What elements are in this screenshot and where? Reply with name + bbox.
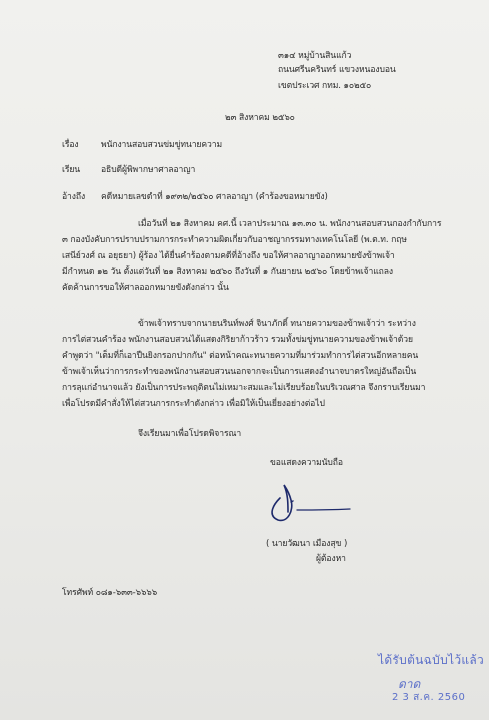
recipient-text: อธิบดีผู้พิพากษาศาลอาญา — [101, 165, 196, 175]
received-stamp-title: ได้รับต้นฉบับไว้แล้ว — [378, 653, 485, 667]
paragraph-1-line: เมื่อวันที่ ๒๑ สิงหาคม คศ.นี้ เวลาประมาณ ๑๓.๓๐ น. พนักงานสอบสวนกองกำกับการ — [138, 219, 442, 229]
received-stamp-initials: ดาด — [398, 677, 421, 691]
sender-address-line-3: เขตประเวศ กทม. ๑๐๒๕๐ — [278, 81, 372, 91]
paragraph-2-line: ข้าพเจ้าทราบจากนายนรินท์พงศ์ จินาภักดิ์ ทนายความของข้าพเจ้าว่า ระหว่าง — [138, 319, 416, 329]
signer-name: ( นายวัฒนา เมืองสุข ) — [266, 539, 348, 549]
handwritten-signature — [258, 480, 358, 530]
letter-date: ๒๓ สิงหาคม ๒๕๖๐ — [225, 113, 295, 123]
paragraph-2-line: การไต่สวนคำร้อง พนักงานสอบสวนได้แสดงกิริยาก้าวร้าว รวมทั้งข่มขู่ทนายความของข้าพเจ้าด้วย — [62, 335, 413, 345]
paragraph-1-line: เสนีย์วงศ์ ณ อยุธยา) ผู้ร้อง ได้ยื่นคำร้องตามคดีที่อ้างถึง ขอให้ศาลอาญาออกหมายขังข้าพเจ้า — [62, 251, 395, 261]
reference-label: อ้างถึง — [62, 192, 86, 202]
signer-role: ผู้ต้องหา — [316, 554, 346, 564]
paragraph-2-line: การลุแก่อำนาจแล้ว ยังเป็นการประพฤติตนไม่เหมาะสมและไม่เรียบร้อยในบริเวณศาล จึงกราบเรียนมา — [62, 383, 426, 393]
paragraph-2-line: เพื่อโปรดมีคำสั่งให้ไต่สวนการกระทำดังกล่าว เพื่อมิให้เป็นเยี่ยงอย่างต่อไป — [62, 399, 325, 409]
paragraph-2-line: คำพูดว่า "เต็มที่ก็เอาปืนยิงกรอกปากกัน" ต่อหน้าคณะทนายความที่มาร่วมทำการไต่สวนอีกหลายคน — [62, 351, 419, 361]
recipient-label: เรียน — [62, 165, 81, 175]
paragraph-1-line: คัดค้านการขอให้ศาลออกหมายขังดังกล่าว นั้น — [62, 283, 229, 293]
subject-text: พนักงานสอบสวนข่มขู่ทนายความ — [101, 140, 223, 150]
closing-request: จึงเรียนมาเพื่อโปรดพิจารณา — [138, 429, 242, 439]
paragraph-1-line: ๓ กองบังคับการปราบปรามการกระทำความผิดเกี่ยวกับอาชญากรรมทางเทคโนโลยี (พ.ต.ท. กฤษ — [62, 235, 407, 245]
paragraph-1-line: มีกำหนด ๑๒ วัน ตั้งแต่วันที่ ๒๑ สิงหาคม ๒๕๖๐ ถึงวันที่ ๑ กันยายน ๒๕๖๐ โดยข้าพเจ้าแถลง — [62, 267, 394, 277]
reference-text: คดีหมายเลขดำที่ ๑๙๓๒/๒๕๖๐ ศาลอาญา (คำร้องขอหมายขัง) — [101, 192, 328, 202]
subject-label: เรื่อง — [62, 140, 79, 150]
received-stamp-date: 2 3 ส.ค. 2560 — [392, 692, 466, 703]
closing-salutation: ขอแสดงความนับถือ — [270, 458, 343, 468]
sender-address-line-2: ถนนศรีนครินทร์ แขวงหนองบอน — [278, 65, 396, 75]
telephone: โทรศัพท์ ๐๘๑-๖๓๓-๖๖๖๖ — [62, 588, 158, 598]
sender-address-line-1: ๓๑๔ หมู่บ้านสินแก้ว — [278, 51, 352, 61]
paragraph-2-line: ข้าพเจ้าเห็นว่าการกระทำของพนักงานสอบสวนนอกจากจะเป็นการแสดงอำนาจบาตรใหญ่อันถือเป็น — [62, 367, 417, 377]
